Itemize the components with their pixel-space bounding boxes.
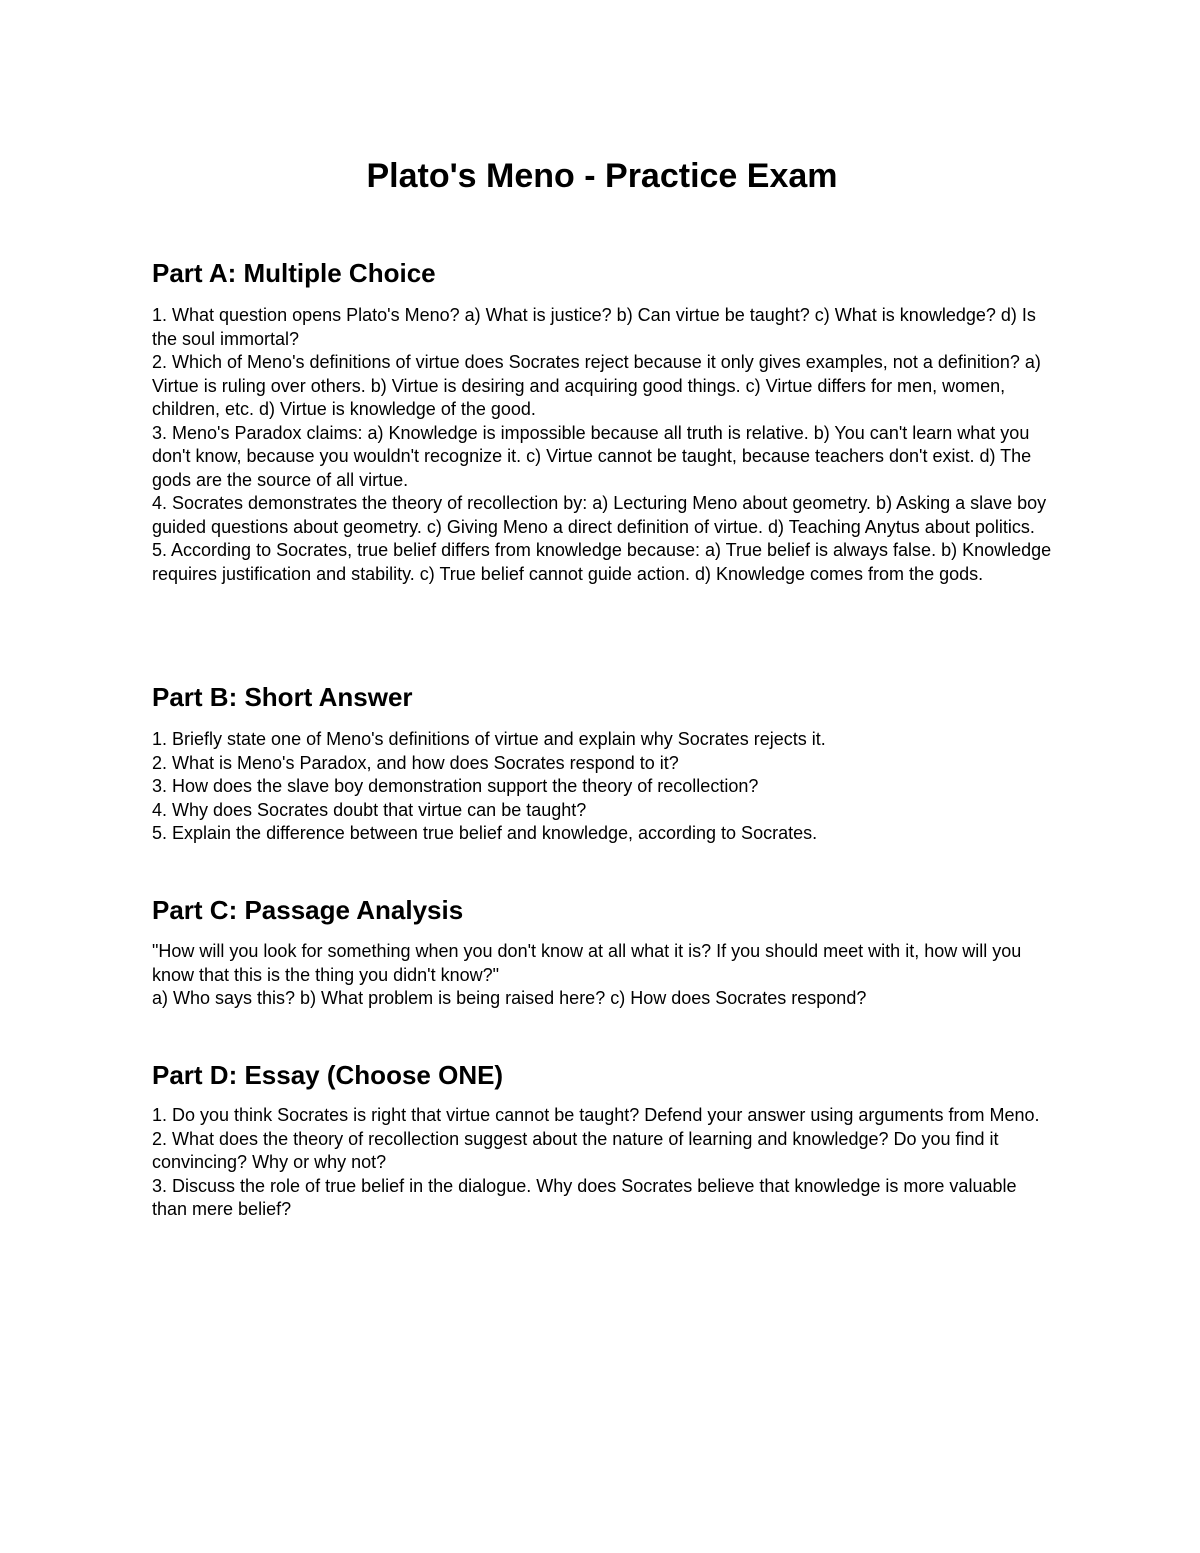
essay-prompt: 2. What does the theory of recollection suggest about the nature of learning and knowledge? Do you find it convincing? Why or why not? — [152, 1128, 999, 1172]
passage-questions: a) Who says this? b) What problem is being raised here? c) How does Socrates respond? — [152, 988, 867, 1008]
question-item: 4. Why does Socrates doubt that virtue can be taught? — [152, 799, 587, 820]
section-heading-part-a: Part A: Multiple Choice — [152, 258, 436, 288]
question-item: 1. What question opens Plato's Meno? a) What is justice? b) Can virtue be taught? c) What is knowledge? d) Is the soul immortal? — [152, 305, 1036, 349]
part-c-passage — [152, 940, 1052, 1011]
passage-quote: "How will you look for something when you don't know at all what it is? If you should meet with it, how will you know that this is the thing you didn't know?" — [152, 941, 1022, 985]
question-item: 5. Explain the difference between true belief and knowledge, according to Socrates. — [152, 823, 818, 843]
question-item: 2. Which of Meno's definitions of virtue does Socrates reject because it only gives examples, not a definition? a) Virtue is ruling over others. b) Virtue is desiring and acquiring good things. c) Virtue differs for men, women, children, etc. d) Virtue is knowledge of the good. — [152, 352, 1041, 419]
section-heading-part-b: Part B: Short Answer — [152, 682, 413, 712]
section-heading-part-d: Part D: Essay (Choose ONE) — [152, 1060, 504, 1090]
question-item: 2. What is Meno's Paradox, and how does Socrates respond to it? — [152, 752, 679, 773]
question-item: 3. How does the slave boy demonstration support the theory of recollection? — [152, 776, 759, 796]
question-item: 4. Socrates demonstrates the theory of recollection by: a) Lecturing Meno about geometry. b) Asking a slave boy guided questions about geometry. c) Giving Meno a direct definition of virtue. d) Teaching Anytus about politics. — [152, 493, 1047, 537]
question-item: 1. Briefly state one of Meno's definitions of virtue and explain why Socrates rejects it. — [152, 729, 826, 749]
section-heading-part-c: Part C: Passage Analysis — [152, 895, 464, 925]
question-item: 3. Meno's Paradox claims: a) Knowledge is impossible because all truth is relative. b) You can't learn what you don't know, because you wouldn't recognize it. c) Virtue cannot be taught, because teachers don't exist. d) The gods are the source of all virtue. — [152, 422, 1032, 490]
part-d-essays — [152, 1104, 1052, 1222]
essay-prompt: 1. Do you think Socrates is right that virtue cannot be taught? Defend your answer using arguments from Meno. — [152, 1105, 1040, 1125]
part-a-questions — [152, 304, 1052, 586]
question-item: 5. According to Socrates, true belief differs from knowledge because: a) True belief is always false. b) Knowledge requires justification and stability. c) True belief cannot guide action. d) Knowledge comes from the gods. — [152, 540, 1052, 584]
page-title: Plato's Meno - Practice Exam — [366, 157, 838, 195]
part-b-questions — [152, 728, 1052, 846]
essay-prompt: 3. Discuss the role of true belief in the dialogue. Why does Socrates believe that knowledge is more valuable than mere belief? — [152, 1175, 1017, 1219]
